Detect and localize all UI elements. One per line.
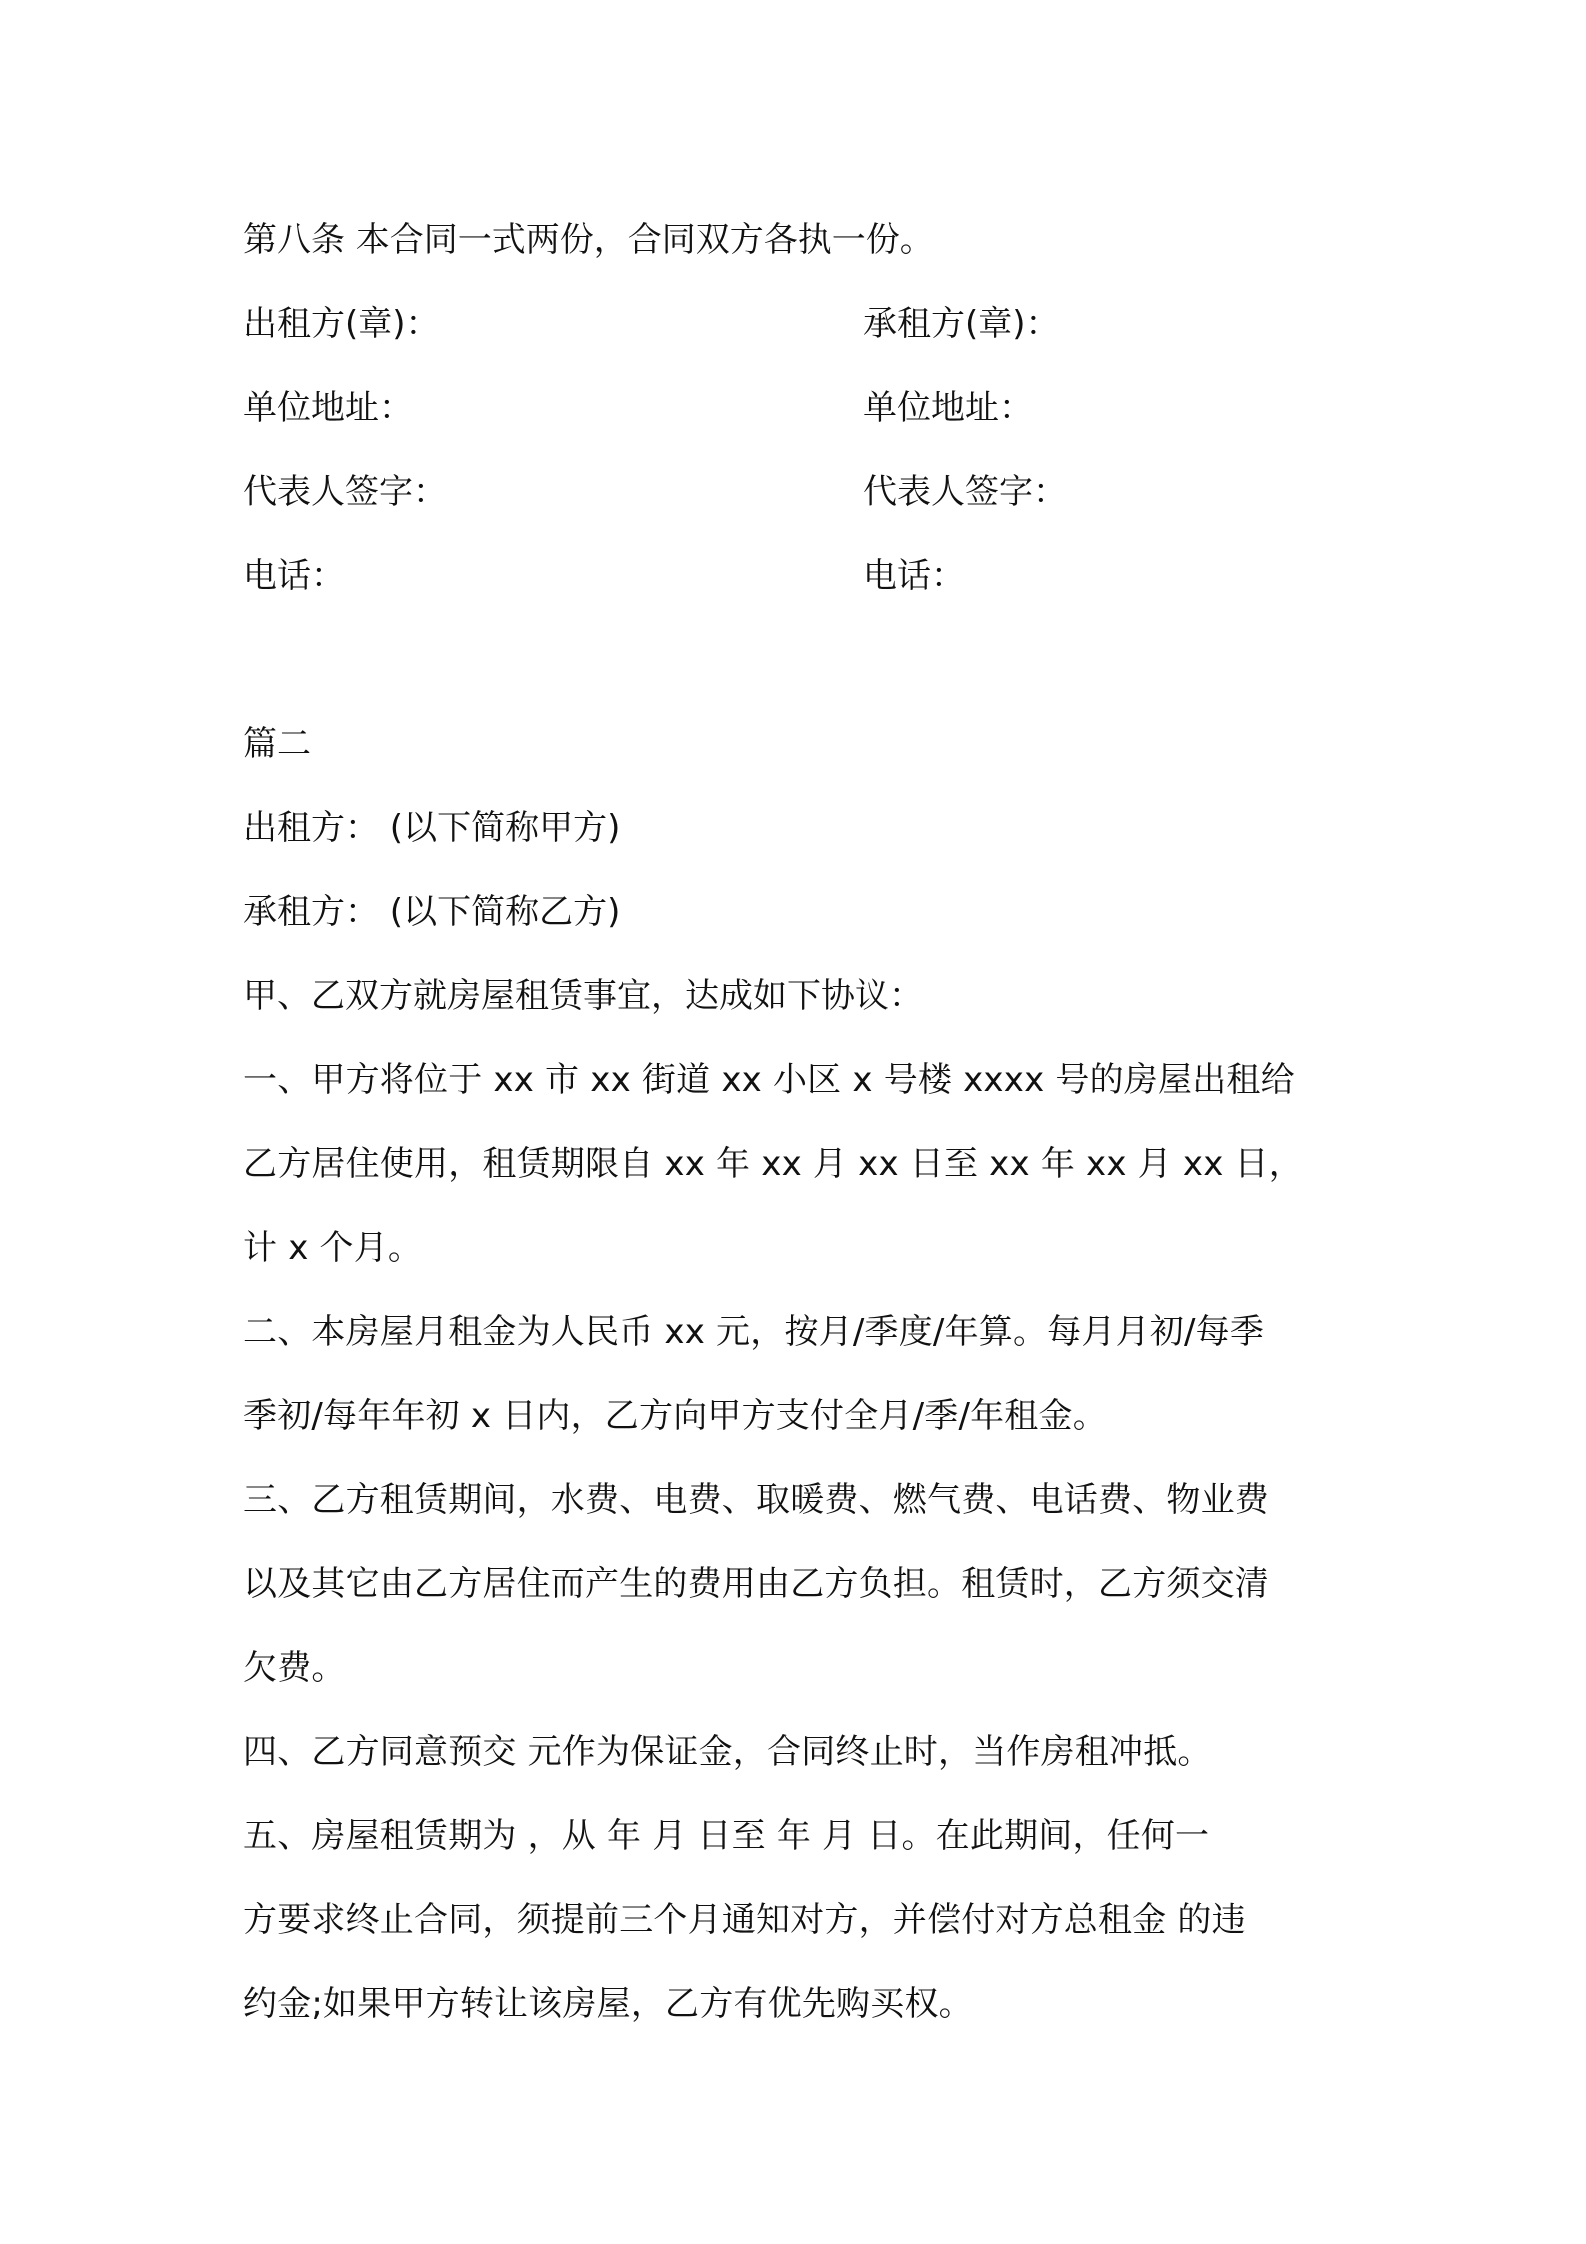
- document-content: [243, 198, 1363, 2046]
- clause-5: [243, 1794, 1363, 2046]
- lessee-line: 承租方： (以下简称乙方): [243, 892, 621, 932]
- clause-line: 计 x 个月。: [243, 1228, 423, 1268]
- signature-row-phone: [243, 534, 1363, 618]
- signature-row-representative: [243, 450, 1363, 534]
- clause-line: 约金;如果甲方转让该房屋，乙方有优先购买权。: [243, 1984, 973, 2024]
- clause-line: 三、乙方租赁期间，水费、电费、取暖费、燃气费、电话费、物业费: [243, 1480, 1269, 1520]
- lessee-address-label: 单位地址：: [863, 388, 1033, 428]
- signature-row-address: [243, 366, 1363, 450]
- clause-line: 方要求终止合同，须提前三个月通知对方，并偿付对方总租金 的违: [243, 1900, 1246, 1940]
- lessor-phone-label: 电话：: [243, 556, 345, 596]
- signature-row-seal: [243, 282, 1363, 366]
- clause-line: 乙方居住使用，租赁期限自 xx 年 xx 月 xx 日至 xx 年 xx 月 xx 日，: [243, 1144, 1303, 1184]
- clause-line: 欠费。: [243, 1648, 346, 1688]
- article-8: 第八条 本合同一式两份，合同双方各执一份。: [243, 220, 934, 260]
- clause-line: 二、本房屋月租金为人民币 xx 元，按月/季度/年算。每月月初/每季: [243, 1312, 1265, 1352]
- clause-line: 五、房屋租赁期为 ，从 年 月 日至 年 月 日。在此期间，任何一: [243, 1816, 1210, 1856]
- agreement-intro: 甲、乙双方就房屋租赁事宜，达成如下协议：: [243, 976, 923, 1016]
- lessor-address-label: 单位地址：: [243, 388, 413, 428]
- clause-line: 季初/每年年初 x 日内，乙方向甲方支付全月/季/年租金。: [243, 1396, 1107, 1436]
- clause-1: [243, 1038, 1363, 1290]
- lessor-seal-label: 出租方(章)：: [243, 304, 440, 344]
- lessee-seal-label: 承租方(章)：: [863, 304, 1060, 344]
- lessor-line: 出租方： (以下简称甲方): [243, 808, 621, 848]
- section-spacer: [243, 618, 1363, 702]
- clause-4: [243, 1710, 1363, 1794]
- clause-3: [243, 1458, 1363, 1710]
- lessee-phone-label: 电话：: [863, 556, 965, 596]
- section-2-title: 篇二: [243, 724, 311, 764]
- lessee-representative-label: 代表人签字：: [863, 472, 1067, 512]
- clause-line: 一、甲方将位于 xx 市 xx 街道 xx 小区 x 号楼 xxxx 号的房屋出租给: [243, 1060, 1295, 1100]
- clause-line: 以及其它由乙方居住而产生的费用由乙方负担。租赁时，乙方须交清: [243, 1564, 1269, 1604]
- clause-2: [243, 1290, 1363, 1458]
- clause-line: 四、乙方同意预交 元作为保证金，合同终止时，当作房租冲抵。: [243, 1732, 1212, 1772]
- lessor-representative-label: 代表人签字：: [243, 472, 447, 512]
